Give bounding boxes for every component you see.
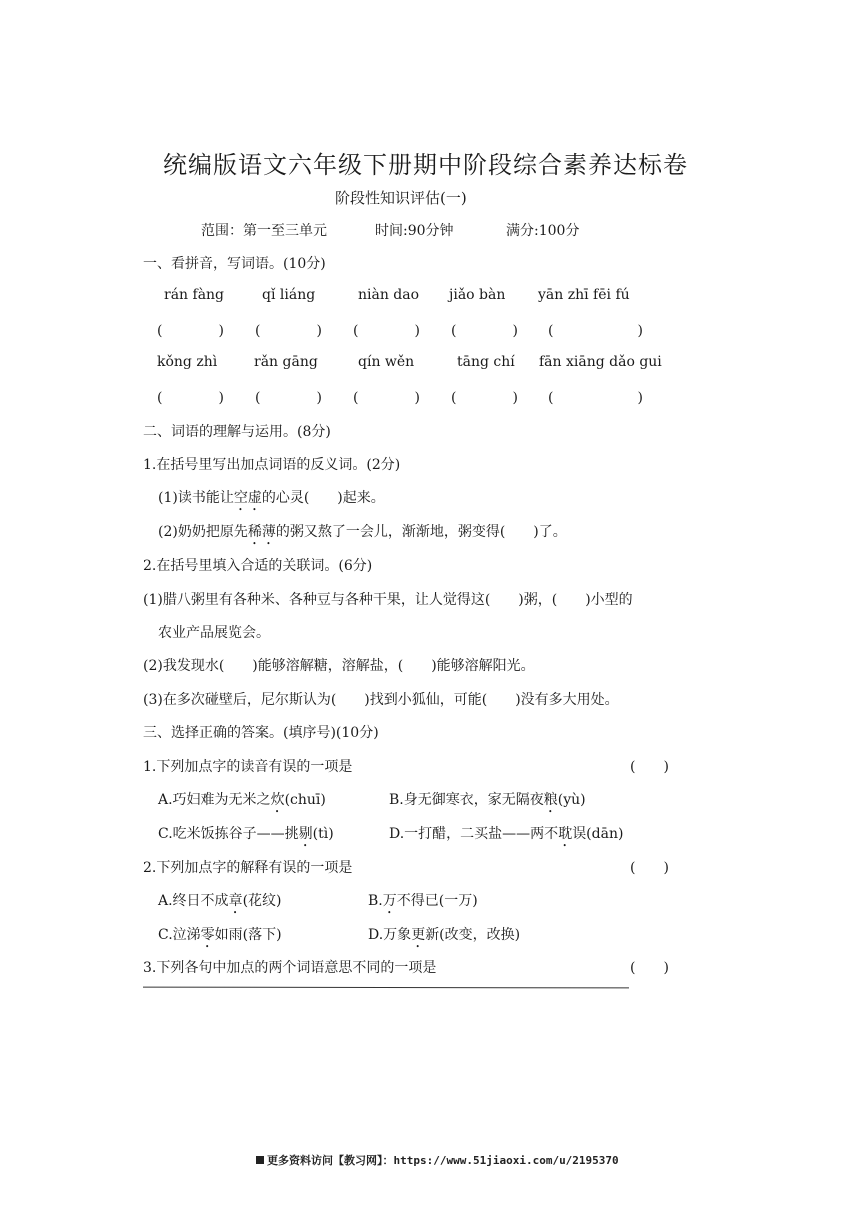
text: (花纹): [242, 893, 282, 909]
text: 如雨(落下): [214, 927, 282, 943]
text: 不得已(一万): [396, 893, 478, 909]
text: B.身无御寒衣，家无隔夜: [389, 792, 544, 808]
pinyin-10: fān xiāng dǎo gui: [539, 354, 662, 370]
option-3-2-c: [158, 924, 282, 951]
answer-blank[interactable]: ( ): [548, 323, 643, 339]
text: (tì): [312, 826, 334, 842]
answer-blank[interactable]: ( ): [353, 323, 420, 339]
answer-blank[interactable]: ( ): [157, 390, 224, 406]
question-3-1: 1.下列加点字的读音有误的一项是: [143, 759, 353, 775]
text: 的粥又熬了一会儿，渐渐地，粥变得( )了。: [275, 524, 567, 540]
footer-link[interactable]: [256, 1152, 619, 1168]
answer-blank[interactable]: ( ): [157, 323, 224, 339]
option-3-2-a: [158, 890, 282, 917]
dotted-char: 章: [228, 893, 243, 909]
exam-time: 时间:90分钟: [375, 223, 454, 239]
dotted-char: 零: [200, 927, 215, 943]
answer-paren[interactable]: ( ): [630, 860, 669, 876]
option-3-2-d: [368, 924, 520, 951]
pinyin-8: qín wěn: [358, 354, 415, 370]
pinyin-9: tāng chí: [457, 354, 515, 370]
exam-range: 范围：第一至三单元: [201, 223, 327, 239]
text: A.巧妇难为无米之: [158, 792, 271, 808]
text: (yù): [557, 792, 586, 808]
question-2-1-b: [158, 521, 567, 548]
dotted-char: 炊: [270, 792, 285, 808]
pinyin-5: yān zhī fēi fú: [538, 287, 630, 303]
pinyin-1: rán fàng: [164, 287, 225, 303]
page-subtitle: 阶段性知识评估(一): [335, 189, 467, 207]
text: 的心灵( )起来。: [261, 490, 385, 506]
question-2-2: 2.在括号里填入合适的关联词。(6分): [143, 558, 373, 574]
pinyin-2: qǐ liáng: [262, 287, 316, 303]
pinyin-7: rǎn gāng: [254, 354, 318, 370]
dotted-char: 粮: [543, 792, 558, 808]
text: A.终日不成: [158, 893, 229, 909]
footer-text: 更多资料访问【教习网】：https://www.51jiaoxi.com/u/2195370: [267, 1154, 619, 1167]
answer-blank[interactable]: ( ): [353, 390, 420, 406]
flag-icon: [256, 1156, 264, 1164]
option-3-2-b: [368, 890, 478, 917]
section-2-heading: 二、词语的理解与运用。(8分): [143, 424, 331, 440]
answer-paren[interactable]: ( ): [630, 960, 669, 976]
question-2-2-a-cont: 农业产品展览会。: [158, 625, 270, 641]
text: (1)读书能让: [158, 490, 234, 506]
exam-score: 满分:100分: [506, 223, 580, 239]
dotted-char: 耽: [558, 826, 573, 842]
question-2-2-b: (2)我发现水( )能够溶解糖，溶解盐，( )能够溶解阳光。: [143, 658, 535, 674]
question-2-2-a: (1)腊八粥里有各种米、各种豆与各种干果，让人觉得这( )粥，( )小型的: [143, 592, 633, 608]
text: (2)奶奶把原先: [158, 524, 248, 540]
answer-blank[interactable]: ( ): [548, 390, 643, 406]
text: D.万象: [368, 927, 412, 943]
pinyin-6: kǒng zhì: [157, 354, 218, 370]
text: B.: [368, 893, 383, 909]
dotted-char: 万: [382, 893, 397, 909]
pinyin-3: niàn dao: [358, 287, 420, 303]
dotted-char: 剔: [298, 826, 313, 842]
page-divider: [143, 987, 629, 989]
answer-blank[interactable]: ( ): [451, 323, 518, 339]
text: D.一打醋，二买盐——两不: [389, 826, 559, 842]
text: 误(dān): [572, 826, 624, 842]
pinyin-4: jiǎo bàn: [449, 287, 506, 303]
dotted-word: 稀薄: [247, 524, 276, 540]
answer-blank[interactable]: ( ): [451, 390, 518, 406]
answer-paren[interactable]: ( ): [630, 759, 669, 775]
text: C.吃米饭拣谷子——挑: [158, 826, 299, 842]
text: 新(改变，改换): [425, 927, 521, 943]
answer-blank[interactable]: ( ): [255, 323, 322, 339]
section-1-heading: 一、看拼音，写词语。(10分): [143, 256, 326, 272]
question-2-2-c: (3)在多次碰壁后，尼尔斯认为( )找到小狐仙，可能( )没有多大用处。: [143, 692, 619, 708]
option-3-1-d: [389, 823, 623, 850]
question-3-2: 2.下列加点字的解释有误的一项是: [143, 860, 353, 876]
text: (chuī): [284, 792, 326, 808]
section-3-heading: 三、选择正确的答案。(填序号)(10分): [143, 725, 379, 741]
question-2-1-a: [158, 487, 385, 514]
page-title: 统编版语文六年级下册期中阶段综合素养达标卷: [163, 151, 688, 179]
text: C.泣涕: [158, 927, 201, 943]
question-2-1: 1.在括号里写出加点词语的反义词。(2分): [143, 457, 401, 473]
option-3-1-a: [158, 789, 326, 816]
question-3-3: 3.下列各句中加点的两个词语意思不同的一项是: [143, 960, 437, 976]
dotted-char: 更: [411, 927, 426, 943]
option-3-1-c: [158, 823, 334, 850]
answer-blank[interactable]: ( ): [255, 390, 322, 406]
option-3-1-b: [389, 789, 586, 816]
dotted-word: 空虚: [233, 490, 262, 506]
